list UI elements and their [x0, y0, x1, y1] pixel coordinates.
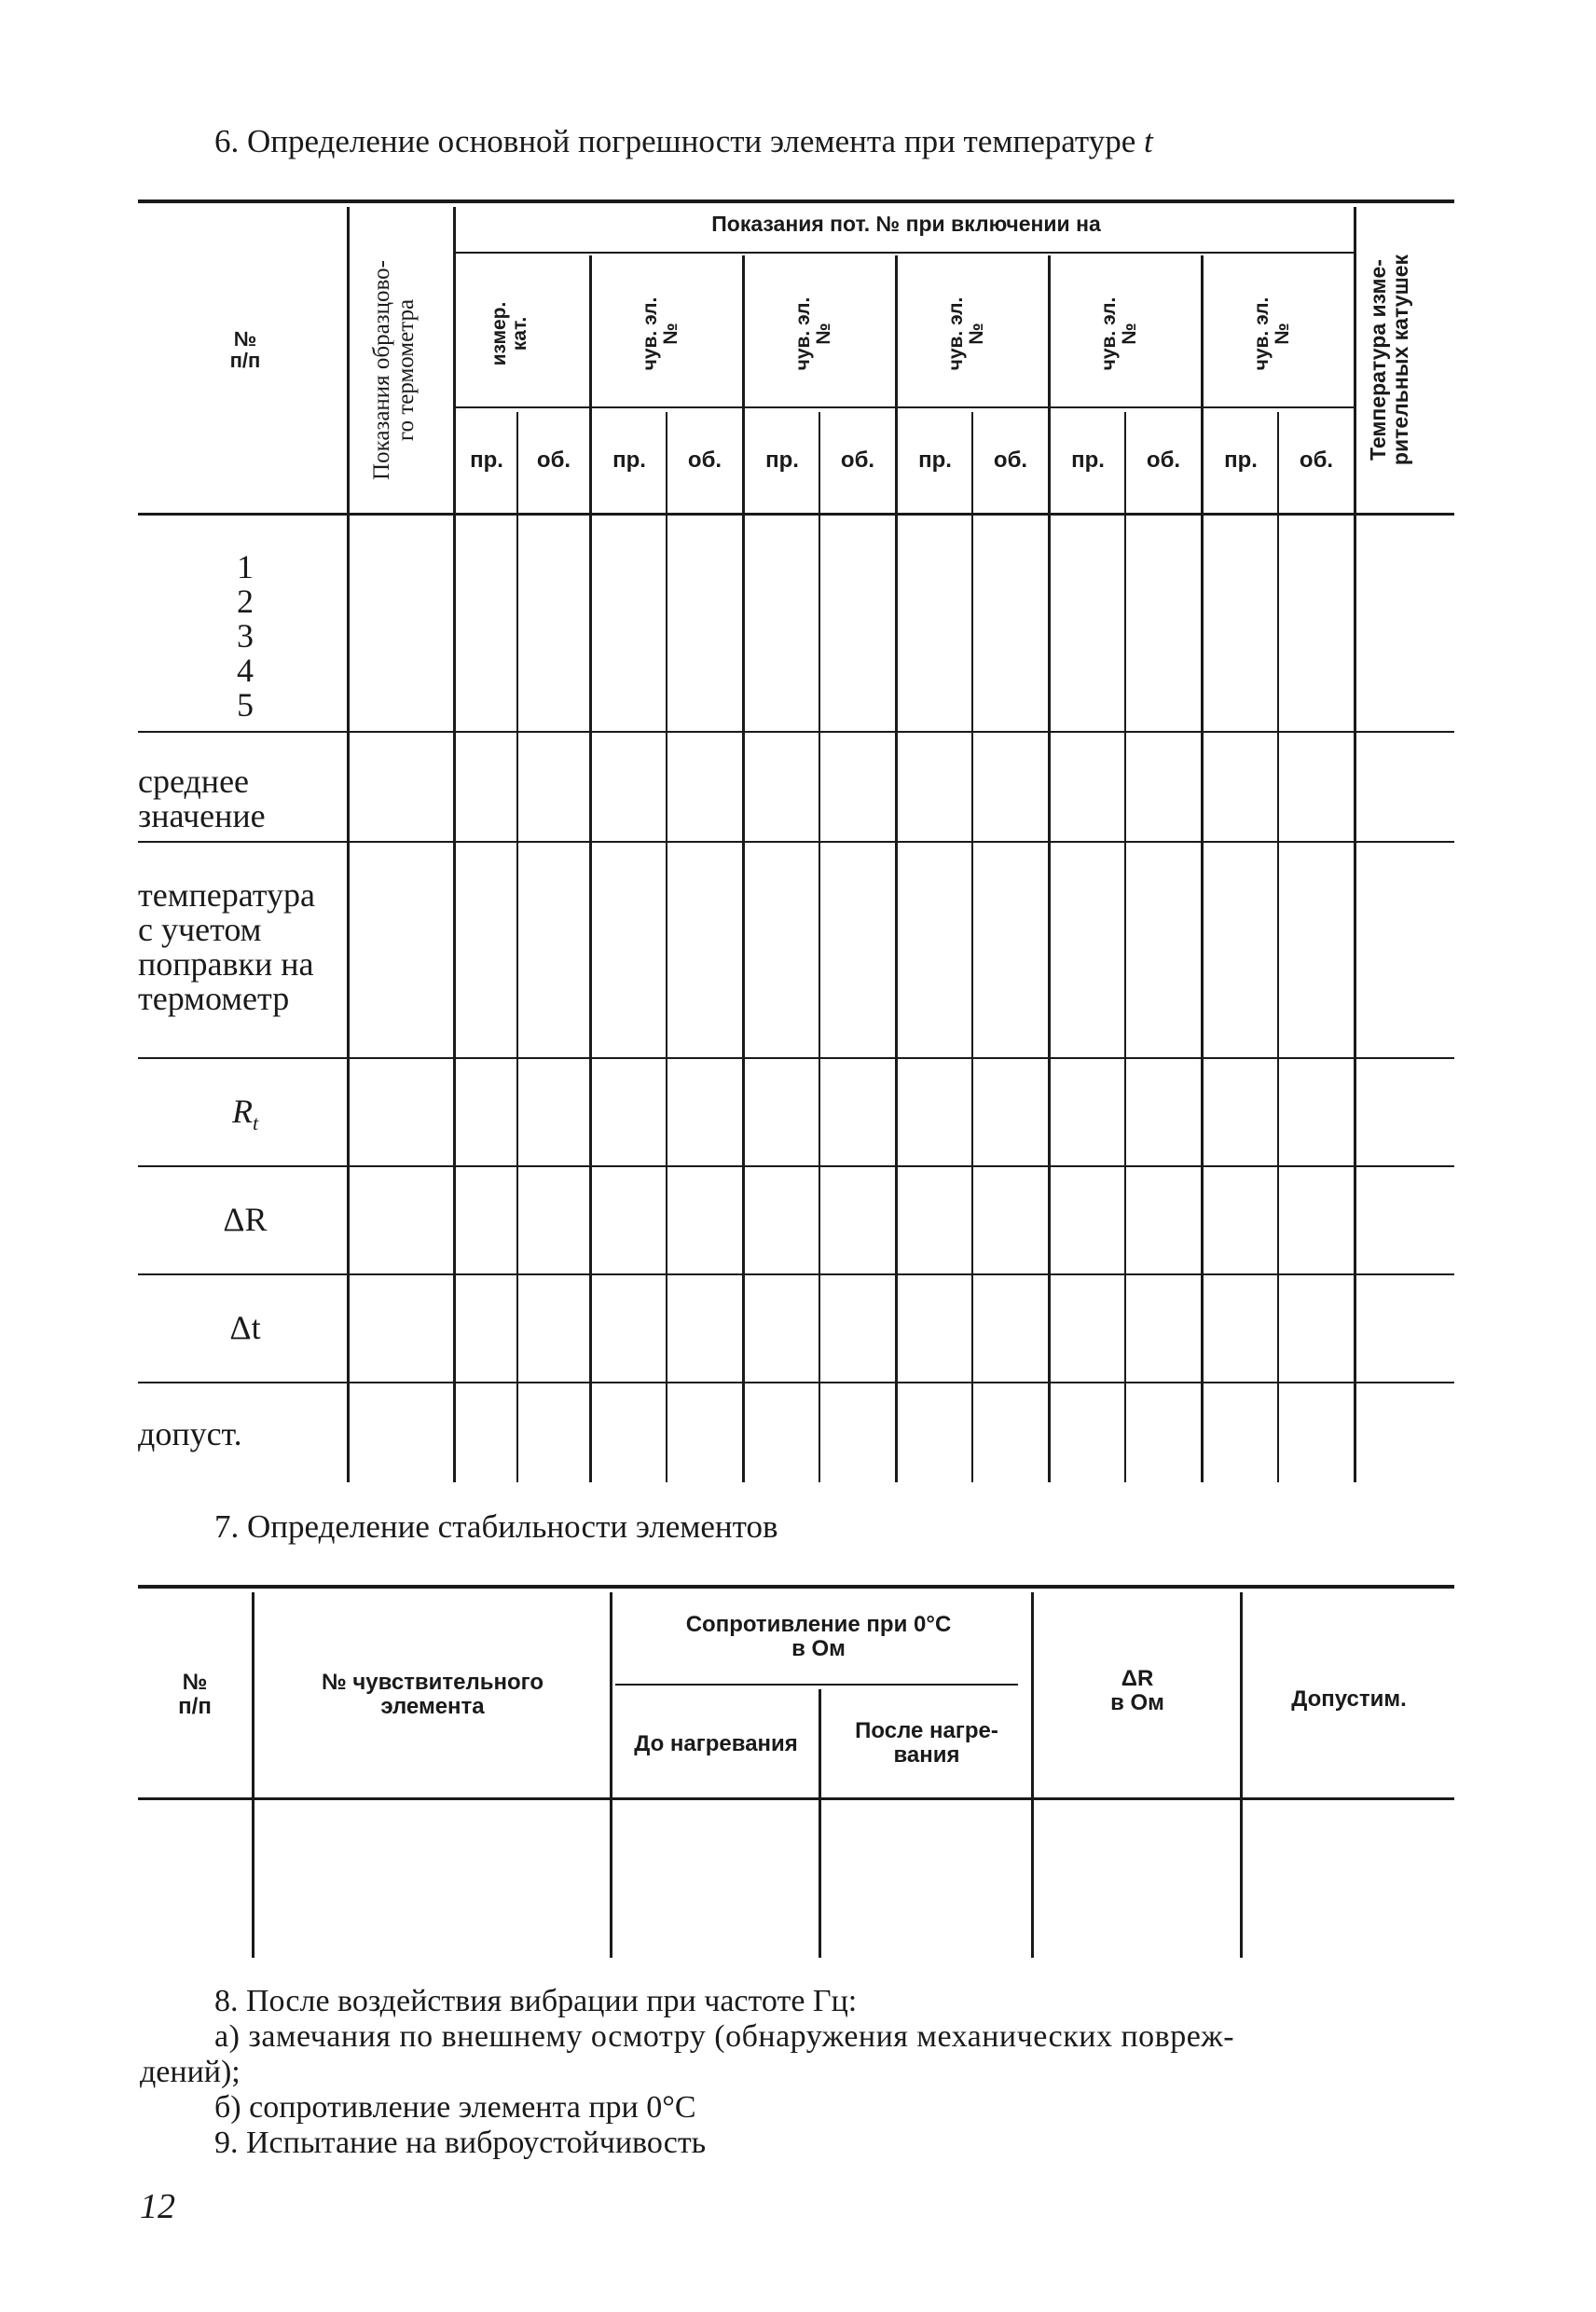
row-rule: [138, 1273, 1454, 1275]
label-ob: об.: [1146, 447, 1181, 473]
page-number: 12: [140, 2187, 175, 2226]
subcol-header-sensor-1: чув. эл. №: [640, 296, 682, 371]
table-top-rule: [138, 1585, 1454, 1589]
label-ob: об.: [993, 447, 1028, 473]
col-header-number: № п/п: [178, 1670, 212, 1720]
col-rule: [895, 255, 898, 1482]
table-top-rule: [138, 200, 1454, 203]
section-6-title: 6. Определение основной погрешности элемента при температуре t: [214, 123, 1153, 159]
col-header-after-heating: После нагре- вания: [855, 1718, 998, 1768]
label-ob: об.: [840, 447, 875, 473]
pr-ob-rule: [516, 412, 518, 1482]
section-7-title: 7. Определение стабильности элементов: [214, 1508, 778, 1545]
pr-ob-rule: [666, 412, 667, 1482]
row-label-delta-r: ΔR: [223, 1201, 268, 1238]
group-header-potentiometer: Показания пот. № при включении на: [711, 212, 1101, 236]
stability-table: [138, 1585, 1454, 1958]
paragraph-8: 8. После воздействия вибрации при частоте Гц:: [214, 1984, 858, 2018]
row-label-mean: среднее значение: [138, 763, 266, 835]
col-rule: [1240, 1592, 1243, 1958]
row-number: 3: [237, 617, 254, 655]
label-ob: об.: [687, 447, 722, 473]
subcol-header-sensor-4: чув. эл. №: [1098, 296, 1141, 371]
col-rule: [453, 207, 456, 1482]
row-label-corrected-temperature: температура с учетом поправки на термометр: [138, 876, 316, 1018]
col-header-coil-temperature: Температура изме- рительных катушек: [1366, 254, 1413, 466]
subcol-header-sensor-5: чув. эл. №: [1251, 296, 1294, 371]
row-rule: [138, 841, 1454, 843]
pr-ob-rule: [1277, 412, 1279, 1482]
subcol-header-sensor-2: чув. эл. №: [792, 296, 835, 371]
col-header-resistance: Сопротивление при 0°С в Ом: [685, 1612, 952, 1662]
row-rule: [138, 731, 1454, 733]
subcol-header-sensor-3: чув. эл. №: [945, 296, 988, 371]
row-label-rt: $R_t$: [231, 1093, 259, 1135]
row-numbers: [213, 550, 278, 722]
row-label-tolerance: допуст.: [138, 1415, 242, 1452]
col-rule: [610, 1592, 612, 1958]
row-rule: [138, 1382, 1454, 1383]
label-pr: пр.: [470, 447, 503, 473]
pr-ob-rule: [1124, 412, 1126, 1482]
label-ob: об.: [1299, 447, 1334, 473]
paragraph-9: 9. Испытание на виброустойчивость: [214, 2126, 707, 2160]
col-header-before-heating: До нагревания: [634, 1731, 798, 1756]
col-rule: [1354, 207, 1356, 1482]
row-number: 4: [237, 652, 254, 690]
accuracy-table: [138, 200, 1454, 1482]
label-ob: об.: [536, 447, 571, 473]
paragraph-8b: б) сопротивление элемента при 0°С: [214, 2090, 696, 2125]
row-rule: [138, 1057, 1454, 1059]
label-pr: пр.: [765, 447, 799, 473]
label-pr: пр.: [612, 447, 646, 473]
col-header-thermometer: Показания образцово- го термометра: [369, 260, 420, 480]
header-bottom-rule: [138, 1797, 1454, 1800]
label-pr: пр.: [918, 447, 952, 473]
group-header-rule: [455, 252, 1355, 254]
col-header-number: № п/п: [229, 327, 261, 373]
col-rule: [252, 1592, 255, 1958]
header-bottom-rule: [138, 513, 1454, 516]
col-rule: [742, 255, 745, 1482]
col-header-element: № чувствительного элемента: [321, 1670, 544, 1720]
row-number: 1: [237, 548, 254, 585]
row-label-delta-t: Δt: [229, 1309, 261, 1346]
col-rule: [589, 255, 592, 1482]
label-pr: пр.: [1224, 447, 1258, 473]
paragraph-8a: а) замечания по внешнему осмотру (обнаружения механических повреж-: [214, 2019, 1235, 2054]
subcol-header-measuring-coil: измер. кат.: [488, 301, 531, 366]
col-rule: [1048, 255, 1051, 1482]
paragraph-8a-continued: дений);: [140, 2055, 241, 2089]
col-header-allowed: Допустим.: [1291, 1686, 1407, 1712]
col-rule: [1031, 1592, 1034, 1958]
col-rule: [1201, 255, 1204, 1482]
group-header-rule: [615, 1684, 1018, 1686]
row-rule: [138, 1165, 1454, 1167]
row-number: 5: [237, 686, 254, 724]
pr-ob-rule: [819, 412, 820, 1482]
col-rule: [819, 1689, 821, 1958]
col-header-delta-r: ΔR в Ом: [1110, 1666, 1164, 1716]
label-pr: пр.: [1071, 447, 1105, 473]
col-rule: [347, 207, 350, 1482]
pr-ob-rule: [971, 412, 973, 1482]
row-number: 2: [237, 583, 254, 621]
